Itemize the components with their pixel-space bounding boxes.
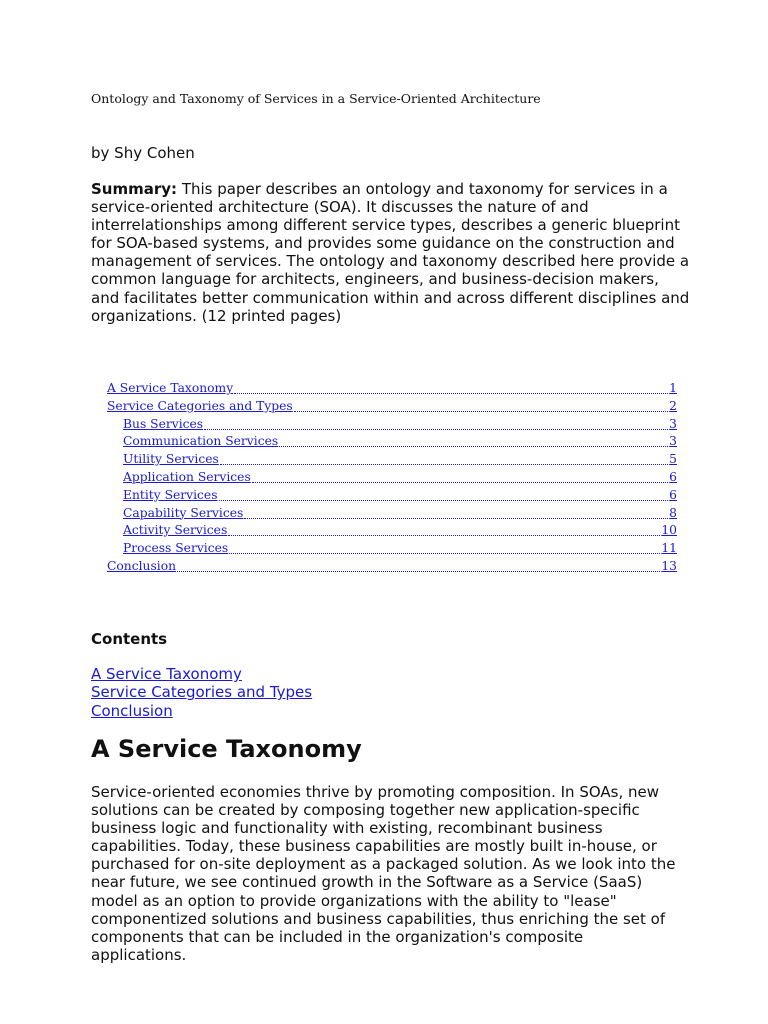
- section-heading: A Service Taxonomy: [91, 735, 362, 763]
- toc-dot-leader: [252, 470, 668, 483]
- toc-entry-label[interactable]: Process Services: [123, 541, 229, 556]
- toc-entry[interactable]: [107, 540, 677, 558]
- contents-list-item: [91, 702, 312, 720]
- toc-entry-label[interactable]: A Service Taxonomy: [107, 381, 234, 395]
- toc-dot-leader: [228, 523, 660, 536]
- toc-dot-leader: [219, 488, 669, 501]
- summary-label: Summary:: [91, 180, 178, 198]
- toc-dot-leader: [220, 452, 668, 465]
- toc-page-number[interactable]: 3: [669, 416, 677, 431]
- toc-entry-label[interactable]: Entity Services: [123, 487, 218, 502]
- toc-page-number[interactable]: 8: [669, 505, 677, 520]
- toc-entry-label[interactable]: Activity Services: [123, 523, 228, 538]
- table-of-contents: [107, 380, 677, 576]
- contents-list-item: [91, 665, 312, 683]
- toc-page-number[interactable]: 10: [661, 523, 677, 538]
- contents-link-service-taxonomy[interactable]: A Service Taxonomy: [91, 665, 242, 683]
- toc-dot-leader: [234, 381, 668, 394]
- toc-dot-leader: [177, 559, 660, 572]
- toc-page-number[interactable]: 2: [669, 398, 677, 413]
- toc-page-number[interactable]: 6: [669, 487, 677, 502]
- toc-entry[interactable]: [107, 416, 677, 434]
- contents-list-item: [91, 683, 312, 701]
- toc-entry[interactable]: [107, 487, 677, 505]
- toc-entry-label[interactable]: Utility Services: [123, 452, 219, 467]
- section-body-paragraph: Service-oriented economies thrive by promoting composition. In SOAs, new solutions can be created by composing together new application-specific business logic and functionality with existing, recombinant business capabilities. Today, these business capabilities are mostly built in-house, or purchased for on-site deployment as a packaged solution. As we look into the near future, we see continued growth in the Software as a Service (SaaS) model as an option to provide organizations with the ability to "lease" componentized solutions and business capabilities, thus enriching the set of components that can be included in the organization's composite applications.: [91, 783, 676, 964]
- toc-page-number[interactable]: 5: [669, 452, 677, 467]
- toc-entry[interactable]: [107, 505, 677, 523]
- toc-dot-leader: [279, 434, 668, 447]
- toc-dot-leader: [294, 399, 668, 412]
- toc-entry[interactable]: [107, 469, 677, 487]
- toc-page-number[interactable]: 6: [669, 469, 677, 484]
- toc-page-number[interactable]: 11: [661, 541, 677, 556]
- contents-link-list: [91, 665, 312, 720]
- toc-dot-leader: [204, 417, 668, 430]
- document-title: Ontology and Taxonomy of Services in a Service-Oriented Architecture: [91, 91, 541, 106]
- toc-entry-label[interactable]: Conclusion: [107, 558, 177, 573]
- toc-entry-label[interactable]: Bus Services: [123, 416, 204, 431]
- toc-dot-leader: [244, 506, 668, 519]
- toc-entry-label[interactable]: Service Categories and Types: [107, 398, 293, 413]
- contents-link-conclusion[interactable]: Conclusion: [91, 701, 173, 720]
- contents-link-service-categories[interactable]: Service Categories and Types: [91, 683, 313, 702]
- toc-entry[interactable]: [107, 451, 677, 469]
- summary-paragraph: [91, 180, 691, 325]
- toc-entry-label[interactable]: Capability Services: [123, 505, 244, 520]
- toc-entry[interactable]: [107, 558, 677, 576]
- toc-entry-label[interactable]: Application Services: [123, 469, 251, 484]
- toc-entry-label[interactable]: Communication Services: [123, 434, 279, 449]
- toc-entry[interactable]: [107, 380, 677, 398]
- summary-text: This paper describes an ontology and taxonomy for services in a service-oriented architecture (SOA). It discusses the nature of and interrelationships among different service types, describes a generic blueprint for SOA-based systems, and provides some guidance on the construction and management of services. The ontology and taxonomy described here provide a common language for architects, engineers, and business-decision makers, and facilitates better communication within and across different disciplines and organizations. (12 printed pages): [91, 180, 690, 325]
- contents-heading: Contents: [91, 630, 168, 648]
- toc-entry[interactable]: [107, 433, 677, 451]
- toc-page-number[interactable]: 3: [669, 434, 677, 449]
- toc-entry[interactable]: [107, 398, 677, 416]
- toc-page-number[interactable]: 13: [661, 558, 677, 573]
- author-byline: by Shy Cohen: [91, 144, 195, 162]
- toc-entry[interactable]: [107, 522, 677, 540]
- toc-dot-leader: [229, 541, 660, 554]
- toc-page-number[interactable]: 1: [669, 381, 677, 395]
